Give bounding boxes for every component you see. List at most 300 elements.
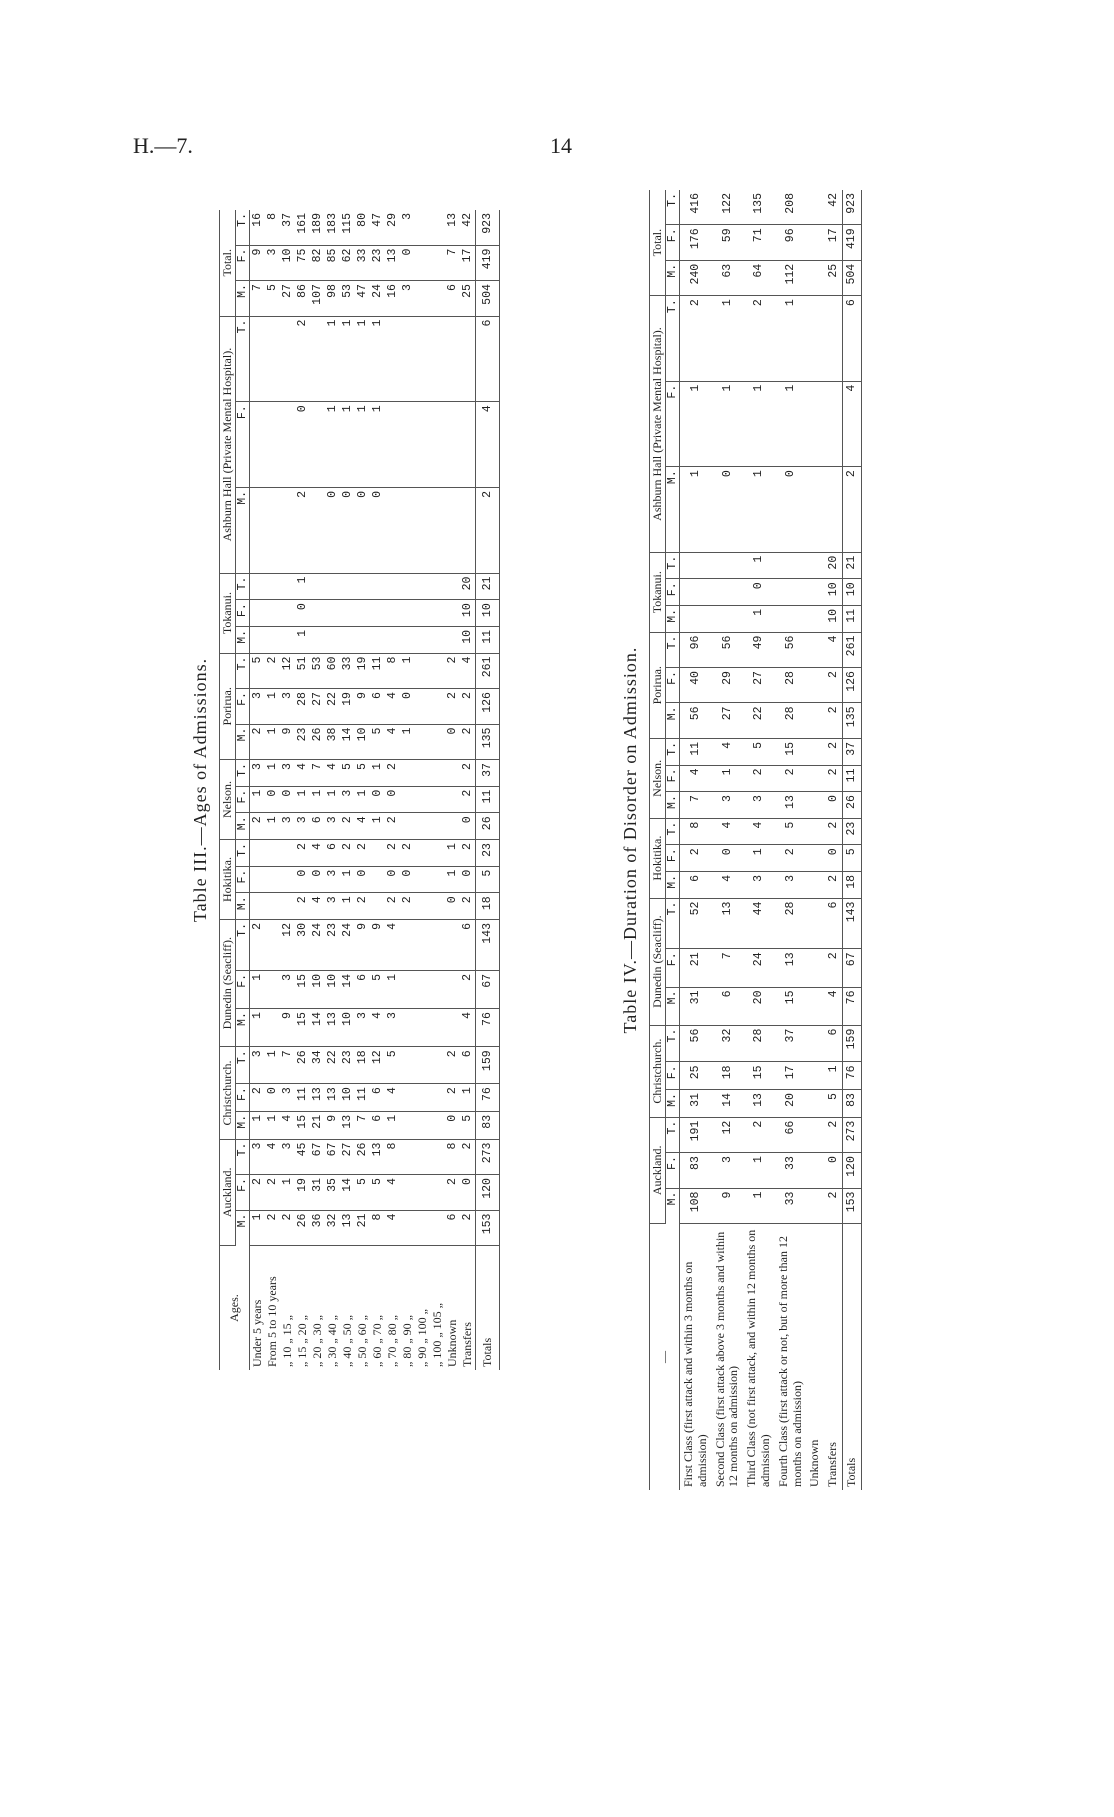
table-cell: 1 xyxy=(680,381,712,467)
table-cell xyxy=(370,840,385,867)
table-cell xyxy=(460,316,476,402)
table-cell: 183 xyxy=(325,210,340,245)
table-cell: 42 xyxy=(824,190,842,225)
table-cell: 98 xyxy=(325,281,340,317)
table-cell xyxy=(415,689,430,725)
group-header: Total. xyxy=(650,190,666,296)
table-cell: 15 xyxy=(295,1009,310,1047)
table-cell: 1 xyxy=(295,626,310,653)
table-iii-caption: Table III.—Ages of Admissions. xyxy=(190,657,210,923)
table-cell: 27 xyxy=(712,703,744,738)
table-cell: 27 xyxy=(340,1139,355,1175)
table-cell: 0 xyxy=(460,866,476,893)
table-cell: 1 xyxy=(712,296,744,382)
table-cell: 2 xyxy=(824,1188,842,1223)
table-cell: 9 xyxy=(280,1009,295,1047)
table-cell: 3 xyxy=(250,1047,266,1084)
table-cell xyxy=(430,600,445,627)
table-cell: 6 xyxy=(445,1210,460,1246)
table-cell xyxy=(430,210,445,245)
table-cell: 11 xyxy=(370,653,385,689)
table-cell: 2 xyxy=(460,689,476,725)
table-cell xyxy=(430,866,445,893)
table-cell: 0 xyxy=(325,487,340,573)
table-cell: 10 xyxy=(310,970,325,1008)
table-cell: 0 xyxy=(460,813,476,840)
table-cell xyxy=(806,260,824,295)
table-cell: 7 xyxy=(445,245,460,281)
table-cell xyxy=(806,845,824,872)
table-cell xyxy=(445,920,460,971)
table-cell xyxy=(806,738,824,765)
table-cell: 9 xyxy=(325,1111,340,1139)
table-cell: 208 xyxy=(775,190,807,225)
table-cell xyxy=(385,402,400,488)
table-cell: 3 xyxy=(775,871,807,898)
table-cell xyxy=(415,281,430,317)
table-cell xyxy=(445,600,460,627)
table-cell xyxy=(445,1009,460,1047)
table-cell: 15 xyxy=(295,970,310,1008)
table-row xyxy=(385,210,400,1370)
table-cell: 1 xyxy=(445,866,460,893)
table-iv-sheet xyxy=(620,190,950,1490)
table-cell: 1 xyxy=(265,813,280,840)
table-cell: 3 xyxy=(250,689,266,725)
table-cell xyxy=(430,281,445,317)
table-cell xyxy=(712,579,744,606)
table-cell: 1 xyxy=(355,402,370,488)
sub-header: F. xyxy=(236,245,250,281)
table-cell xyxy=(415,970,430,1008)
table-cell xyxy=(415,724,430,760)
table-cell: 4 xyxy=(824,632,842,667)
table-cell: 32 xyxy=(712,1025,744,1062)
table-cell: 83 xyxy=(842,1090,861,1118)
table-cell: 1 xyxy=(824,1062,842,1090)
table-cell: 1 xyxy=(743,1153,775,1188)
table-cell: 120 xyxy=(842,1153,861,1188)
table-cell xyxy=(430,626,445,653)
table-cell: 2 xyxy=(295,316,310,402)
table-cell xyxy=(806,381,824,467)
table-cell: 75 xyxy=(295,245,310,281)
sub-header: M. xyxy=(236,626,250,653)
table-row xyxy=(806,190,824,1490)
table-cell: 18 xyxy=(712,1062,744,1090)
table-cell: 159 xyxy=(842,1025,861,1062)
table-cell: 11 xyxy=(295,1084,310,1112)
table-cell xyxy=(265,866,280,893)
table-cell xyxy=(445,487,460,573)
table-cell: 76 xyxy=(476,1084,500,1112)
table-cell: 3 xyxy=(280,1139,295,1175)
table-cell: 18 xyxy=(476,893,500,920)
table-row xyxy=(460,210,476,1370)
table-cell: 3 xyxy=(385,1009,400,1047)
group-header: Hokitika. xyxy=(650,818,666,898)
sub-header: F. xyxy=(666,845,680,872)
table-cell: 4 xyxy=(265,1139,280,1175)
table-cell xyxy=(325,600,340,627)
table-cell: 1 xyxy=(680,467,712,553)
table-cell: 30 xyxy=(295,920,310,971)
table-cell: 1 xyxy=(250,1009,266,1047)
table-cell xyxy=(310,402,325,488)
table-cell: 4 xyxy=(842,381,861,467)
row-label: „ 15 „ 20 „ xyxy=(295,1315,309,1367)
sub-header: T. xyxy=(236,840,250,867)
table-cell xyxy=(430,1047,445,1084)
table-cell: 35 xyxy=(325,1175,340,1211)
table-cell xyxy=(806,579,824,606)
table-cell xyxy=(806,818,824,845)
row-label: First Class (first attack and within 3 months on admission) xyxy=(681,1261,709,1487)
table-cell: 2 xyxy=(295,893,310,920)
table-cell: 14 xyxy=(310,1009,325,1047)
table-cell: 10 xyxy=(460,600,476,627)
table-cell: 25 xyxy=(680,1062,712,1090)
table-cell: 2 xyxy=(824,871,842,898)
sub-header: M. xyxy=(666,1090,680,1118)
table-cell: 8 xyxy=(385,653,400,689)
sub-header: M. xyxy=(236,487,250,573)
table-cell: 83 xyxy=(680,1153,712,1188)
table-cell xyxy=(415,1084,430,1112)
table-cell: 53 xyxy=(310,653,325,689)
table-cell: 1 xyxy=(370,813,385,840)
table-cell: 49 xyxy=(743,632,775,667)
table-cell xyxy=(806,871,824,898)
table-cell: 82 xyxy=(310,245,325,281)
table-cell: 10 xyxy=(460,626,476,653)
table-cell: 32 xyxy=(325,1210,340,1246)
sub-header: F. xyxy=(666,1153,680,1188)
table-cell: 3 xyxy=(295,813,310,840)
table-cell: 10 xyxy=(280,245,295,281)
row-label: „ 30 „ 40 „ xyxy=(325,1315,339,1367)
table-cell: 9 xyxy=(355,920,370,971)
table-cell: 2 xyxy=(445,1084,460,1112)
table-cell: 176 xyxy=(680,225,712,260)
table-cell: 0 xyxy=(280,786,295,813)
table-cell: 13 xyxy=(340,1111,355,1139)
table-cell: 6 xyxy=(370,1084,385,1112)
sub-header: F. xyxy=(666,579,680,606)
table-cell xyxy=(415,1047,430,1084)
table-cell: 26 xyxy=(355,1139,370,1175)
table-cell: 1 xyxy=(743,605,775,632)
table-row xyxy=(265,210,280,1370)
table-cell: 10 xyxy=(842,579,861,606)
table-cell: 15 xyxy=(775,738,807,765)
group-header: Nelson. xyxy=(220,760,236,840)
table-cell: 13 xyxy=(310,1084,325,1112)
table-cell: 419 xyxy=(842,225,861,260)
table-cell: 159 xyxy=(476,1047,500,1084)
table-cell: 1 xyxy=(340,893,355,920)
table-cell: 31 xyxy=(680,1090,712,1118)
table-cell: 2 xyxy=(824,1117,842,1152)
table-cell: 12 xyxy=(280,653,295,689)
row-label: „ 20 „ 30 „ xyxy=(310,1315,324,1367)
table-cell xyxy=(370,600,385,627)
table-row xyxy=(680,190,712,1490)
table-cell: 4 xyxy=(355,813,370,840)
table-cell: 28 xyxy=(775,703,807,738)
table-cell xyxy=(250,866,266,893)
table-cell: 56 xyxy=(712,632,744,667)
table-cell xyxy=(400,1084,415,1112)
table-cell xyxy=(806,792,824,819)
sub-header: M. xyxy=(666,1188,680,1223)
table-cell: 10 xyxy=(340,1009,355,1047)
table-cell xyxy=(250,626,266,653)
table-cell xyxy=(280,487,295,573)
group-header: Porirua. xyxy=(220,653,236,760)
table-cell: 3 xyxy=(712,1153,744,1188)
table-cell: 3 xyxy=(325,813,340,840)
table-cell: 273 xyxy=(476,1139,500,1175)
table-cell: 107 xyxy=(310,281,325,317)
table-cell xyxy=(400,626,415,653)
table-cell: 17 xyxy=(775,1062,807,1090)
table-cell: 2 xyxy=(824,668,842,703)
sub-header: T. xyxy=(666,552,680,579)
table-cell: 67 xyxy=(842,949,861,987)
table-cell: 71 xyxy=(743,225,775,260)
table-row xyxy=(712,190,744,1490)
table-cell: 4 xyxy=(385,1084,400,1112)
table-cell xyxy=(265,402,280,488)
table-cell: 3 xyxy=(400,210,415,245)
table-cell: 0 xyxy=(295,600,310,627)
table-cell xyxy=(775,579,807,606)
table-cell xyxy=(265,893,280,920)
table-cell xyxy=(400,1047,415,1084)
table-cell: 47 xyxy=(370,210,385,245)
table-cell: 2 xyxy=(385,893,400,920)
table-cell: 10 xyxy=(355,724,370,760)
table-cell: 13 xyxy=(325,1009,340,1047)
table-cell: 76 xyxy=(842,1062,861,1090)
table-cell xyxy=(400,1139,415,1175)
table-cell: 1 xyxy=(743,1188,775,1223)
table-cell xyxy=(280,840,295,867)
table-cell: 23 xyxy=(476,840,500,867)
table-cell xyxy=(680,579,712,606)
table-cell: 2 xyxy=(680,845,712,872)
table-cell: 11 xyxy=(842,605,861,632)
table-cell xyxy=(265,970,280,1008)
table-cell xyxy=(430,1084,445,1112)
table-cell: 12 xyxy=(370,1047,385,1084)
table-cell: 20 xyxy=(824,552,842,579)
table-cell: 44 xyxy=(743,898,775,949)
table-cell xyxy=(430,1009,445,1047)
sub-header: M. xyxy=(236,893,250,920)
table-cell xyxy=(310,626,325,653)
table-cell: 1 xyxy=(355,316,370,402)
table-cell: 24 xyxy=(370,281,385,317)
table-cell: 0 xyxy=(385,866,400,893)
table-cell: 4 xyxy=(460,1009,476,1047)
table-cell: 5 xyxy=(460,1111,476,1139)
table-cell: 4 xyxy=(325,760,340,787)
row-label: Unknown xyxy=(807,1439,822,1487)
table-cell: 42 xyxy=(460,210,476,245)
table-cell: 4 xyxy=(385,1210,400,1246)
table-cell: 17 xyxy=(460,245,476,281)
table-cell xyxy=(370,626,385,653)
sub-header: F. xyxy=(236,1175,250,1211)
group-header: Auckland. xyxy=(650,1117,666,1223)
table-cell: 0 xyxy=(265,786,280,813)
table-cell: 22 xyxy=(325,1047,340,1084)
table-cell: 23 xyxy=(340,1047,355,1084)
table-cell: 33 xyxy=(355,245,370,281)
table-cell: 1 xyxy=(340,316,355,402)
table-cell: 7 xyxy=(310,760,325,787)
table-cell: 1 xyxy=(265,724,280,760)
table-cell xyxy=(460,402,476,488)
table-cell: 31 xyxy=(310,1175,325,1211)
table-cell: 24 xyxy=(310,920,325,971)
table-iii-body xyxy=(250,210,500,1370)
table-cell: 25 xyxy=(460,281,476,317)
table-cell: 2 xyxy=(265,653,280,689)
table-cell xyxy=(445,970,460,1008)
table-cell xyxy=(430,1111,445,1139)
table-cell: 19 xyxy=(340,689,355,725)
table-cell: 4 xyxy=(712,818,744,845)
group-header: Tokanui. xyxy=(650,552,666,632)
sub-header: M. xyxy=(666,987,680,1025)
table-cell xyxy=(310,573,325,600)
sub-header: T. xyxy=(236,573,250,600)
table-cell: 23 xyxy=(325,920,340,971)
table-row xyxy=(824,190,842,1490)
table-row xyxy=(250,210,266,1370)
table-cell xyxy=(265,626,280,653)
table-cell: 8 xyxy=(445,1139,460,1175)
table-cell: 6 xyxy=(310,813,325,840)
table-cell xyxy=(806,296,824,382)
table-cell: 0 xyxy=(385,786,400,813)
table-cell: 0 xyxy=(400,245,415,281)
table-cell xyxy=(415,487,430,573)
table-cell xyxy=(340,573,355,600)
table-cell: 5 xyxy=(265,281,280,317)
table-cell: 1 xyxy=(250,970,266,1008)
table-cell: 27 xyxy=(280,281,295,317)
table-cell: 1 xyxy=(325,316,340,402)
table-cell: 0 xyxy=(265,1084,280,1112)
table-cell: 80 xyxy=(355,210,370,245)
table-cell: 1 xyxy=(340,866,355,893)
table-cell: 0 xyxy=(355,487,370,573)
table-cell: 13 xyxy=(775,792,807,819)
table-cell xyxy=(806,898,824,949)
table-cell: 36 xyxy=(310,1210,325,1246)
table-cell: 23 xyxy=(842,818,861,845)
table-cell: 153 xyxy=(842,1188,861,1223)
row-label: „ 40 „ 50 „ xyxy=(340,1315,354,1367)
table-cell: 1 xyxy=(385,970,400,1008)
table-cell: 13 xyxy=(340,1210,355,1246)
table-cell: 2 xyxy=(250,920,266,971)
table-cell xyxy=(310,316,325,402)
sub-header: M. xyxy=(666,467,680,553)
table-cell: 5 xyxy=(476,866,500,893)
table-cell: 2 xyxy=(400,840,415,867)
table-cell: 0 xyxy=(310,866,325,893)
table-cell: 28 xyxy=(295,689,310,725)
table-row xyxy=(340,210,355,1370)
table-cell xyxy=(280,573,295,600)
table-cell: 1 xyxy=(712,381,744,467)
table-cell: 6 xyxy=(355,970,370,1008)
page-header-left: H.—7. xyxy=(133,133,193,158)
table-cell xyxy=(445,786,460,813)
table-cell: 64 xyxy=(743,260,775,295)
table-cell xyxy=(250,316,266,402)
table-cell: 12 xyxy=(712,1117,744,1152)
sub-header: F. xyxy=(236,970,250,1008)
sub-header: M. xyxy=(666,871,680,898)
table-cell: 7 xyxy=(680,792,712,819)
table-cell xyxy=(775,552,807,579)
table-cell xyxy=(400,1111,415,1139)
table-cell: 5 xyxy=(743,738,775,765)
group-header: Dunedin (Seacliff). xyxy=(650,898,666,1025)
table-cell xyxy=(430,970,445,1008)
sub-header: T. xyxy=(666,738,680,765)
row-label: Totals xyxy=(476,1246,500,1370)
sub-header: M. xyxy=(666,260,680,295)
sub-header: F. xyxy=(236,1084,250,1112)
sub-header: T. xyxy=(666,818,680,845)
row-label: „ 100 „ 105 „ xyxy=(430,1303,444,1367)
table-cell: 6 xyxy=(370,689,385,725)
table-cell xyxy=(415,1175,430,1211)
table-cell: 1 xyxy=(775,381,807,467)
table-cell: 0 xyxy=(355,866,370,893)
table-cell xyxy=(400,760,415,787)
table-cell xyxy=(445,316,460,402)
row-label: Transfers xyxy=(825,1442,840,1487)
table-cell: 135 xyxy=(842,703,861,738)
table-cell: 1 xyxy=(355,786,370,813)
table-cell: 504 xyxy=(842,260,861,295)
table-cell: 2 xyxy=(460,1139,476,1175)
table-cell: 33 xyxy=(775,1153,807,1188)
table-cell: 122 xyxy=(712,190,744,225)
table-cell: 1 xyxy=(712,765,744,792)
table-cell xyxy=(280,402,295,488)
table-cell: 3 xyxy=(325,893,340,920)
table-cell: 2 xyxy=(445,689,460,725)
table-cell xyxy=(415,920,430,971)
table-cell: 5 xyxy=(370,1175,385,1211)
table-cell xyxy=(445,402,460,488)
table-cell: 416 xyxy=(680,190,712,225)
table-cell xyxy=(680,552,712,579)
table-cell: 22 xyxy=(743,703,775,738)
table-cell: 2 xyxy=(775,765,807,792)
table-cell: 3 xyxy=(250,1139,266,1175)
table-cell: 1 xyxy=(250,1111,266,1139)
